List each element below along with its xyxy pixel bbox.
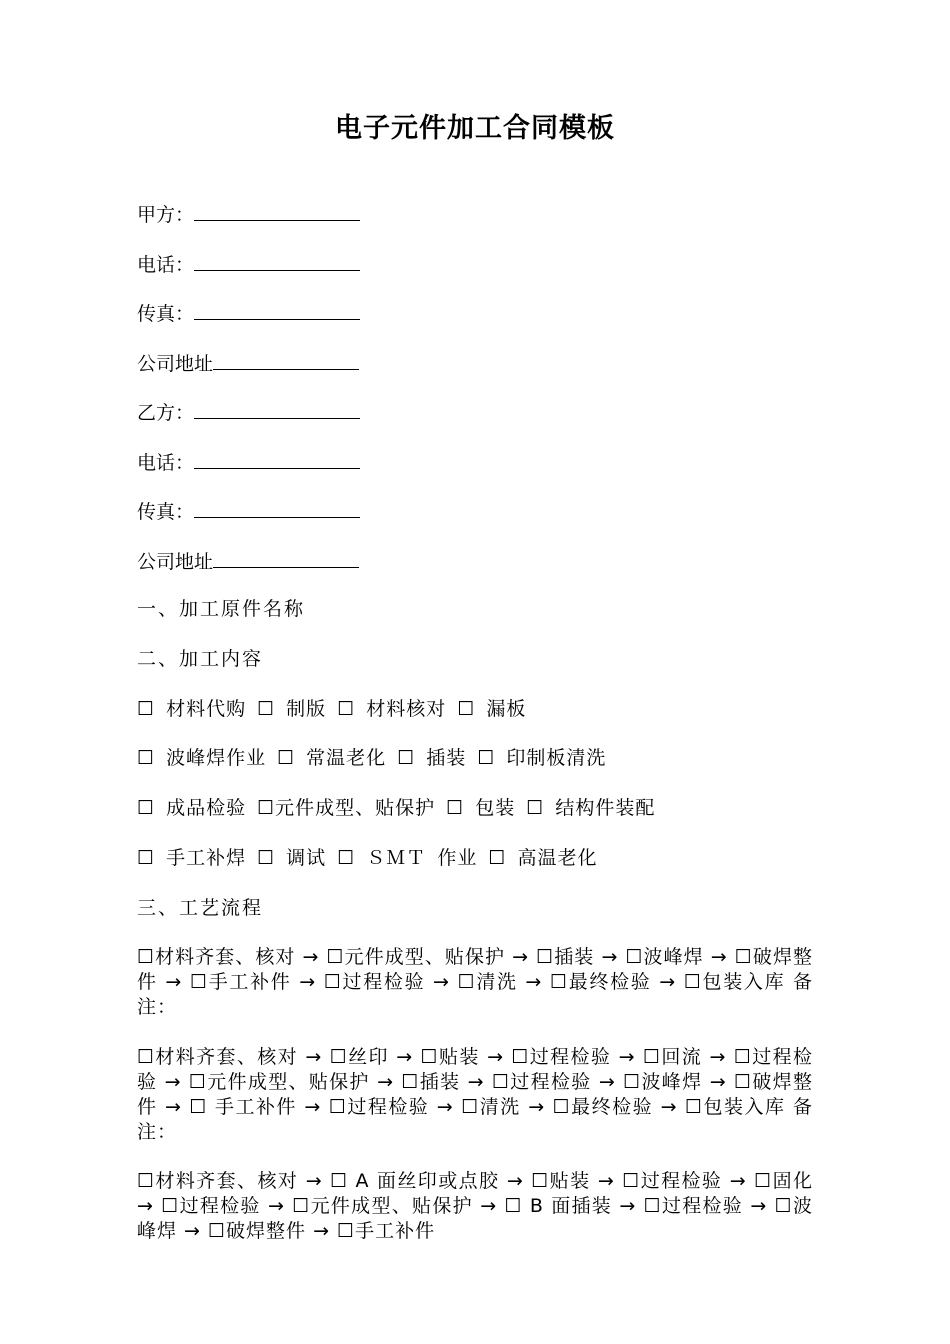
party-b-address-label: 公司地址 <box>137 551 214 573</box>
party-a-address-field <box>137 349 359 377</box>
party-a-name-field <box>137 200 360 228</box>
party-b-name-blank[interactable] <box>194 398 360 419</box>
content-options-row[interactable]: ☐ 手工补焊 ☐ 调试 ☐ ＳＭＴ 作业 ☐ 高温老化 <box>137 847 598 869</box>
party-a-name-blank[interactable] <box>194 200 360 221</box>
process-flow-paragraph[interactable]: ☐材料齐套、核对 → ☐ A 面丝印或点胶 → ☐贴装 → ☐过程检验 → ☐固化 → ☐过程检验 → ☐元件成型、贴保护 → ☐ B 面插装 → ☐过程检验 → ☐波峰焊 → ☐破焊整件 → ☐手工补件 <box>137 1170 813 1242</box>
process-flow-paragraph[interactable]: ☐材料齐套、核对 → ☐丝印 → ☐贴装 → ☐过程检验 → ☐回流 → ☐过程检验 → ☐元件成型、贴保护 → ☐插装 → ☐过程检验 → ☐波峰焊 → ☐破焊整件 → ☐ 手工补件 → ☐过程检验 → ☐清洗 → ☐最终检验 → ☐包装入库 备注： <box>137 1046 813 1143</box>
party-a-address-label: 公司地址 <box>137 353 214 375</box>
party-b-phone-label: 电话： <box>137 452 195 474</box>
party-a-phone-field <box>137 250 360 278</box>
party-b-name-field <box>137 398 360 426</box>
process-flow-paragraph[interactable]: ☐材料齐套、核对 → ☐元件成型、贴保护 → ☐插装 → ☐波峰焊 → ☐破焊整件 → ☐手工补件 → ☐过程检验 → ☐清洗 → ☐最终检验 → ☐包装入库 备注： <box>137 946 813 1018</box>
party-b-phone-field <box>137 448 360 476</box>
party-b-address-field <box>137 547 359 575</box>
document-title: 电子元件加工合同模板 <box>335 113 615 144</box>
party-a-fax-blank[interactable] <box>194 299 360 320</box>
party-a-phone-blank[interactable] <box>194 250 360 271</box>
content-options-row[interactable]: ☐ 波峰焊作业 ☐ 常温老化 ☐ 插装 ☐ 印制板清洗 <box>137 747 607 769</box>
party-a-address-blank[interactable] <box>213 349 359 370</box>
party-b-fax-label: 传真： <box>137 501 195 523</box>
party-a-fax-label: 传真： <box>137 303 195 325</box>
party-a-fax-field <box>137 299 360 327</box>
section-heading-content: 二、加工内容 <box>137 648 264 670</box>
party-b-fax-blank[interactable] <box>194 497 360 518</box>
content-options-row[interactable]: ☐ 成品检验 ☐元件成型、贴保护 ☐ 包装 ☐ 结构件装配 <box>137 797 656 819</box>
section-heading-process: 三、工艺流程 <box>137 897 264 919</box>
party-b-phone-blank[interactable] <box>194 448 360 469</box>
party-b-fax-field <box>137 497 360 525</box>
content-options-row[interactable]: ☐ 材料代购 ☐ 制版 ☐ 材料核对 ☐ 漏板 <box>137 698 527 720</box>
party-b-name-label: 乙方： <box>137 402 195 424</box>
party-a-phone-label: 电话： <box>137 254 195 276</box>
party-b-address-blank[interactable] <box>213 547 359 568</box>
section-heading-part-name: 一、加工原件名称 <box>137 598 306 620</box>
party-a-name-label: 甲方： <box>137 204 195 226</box>
